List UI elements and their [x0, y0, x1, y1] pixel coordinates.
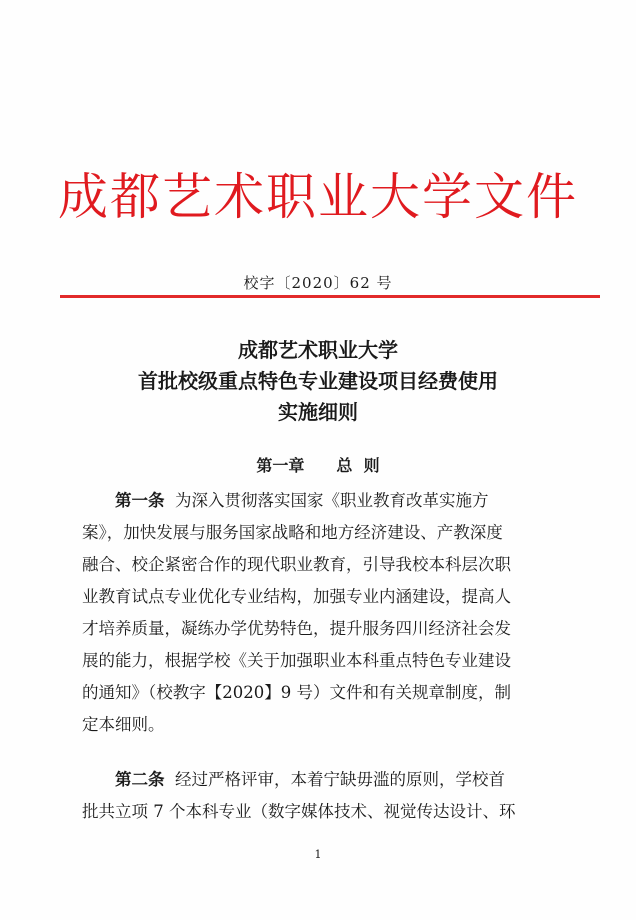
article-1-first-line — [82, 485, 560, 517]
article-2-first-text: 经过严格评审，本着宁缺毋滥的原则，学校首 — [164, 770, 505, 789]
chapter-heading — [0, 453, 636, 476]
title-line-1: 成都艺术职业大学 — [238, 338, 398, 362]
article-1-line: 业教育试点专业优化专业结构，加强专业内涵建设，提高人 — [82, 587, 511, 606]
document-title — [0, 335, 636, 428]
title-line-2: 首批校级重点特色专业建设项目经费使用 — [138, 369, 498, 393]
article-2-first-line — [82, 764, 560, 796]
article-1-line: 融合、校企紧密合作的现代职业教育，引导我校本科层次职 — [82, 555, 511, 574]
title-line-3: 实施细则 — [278, 400, 358, 424]
article-1-line: 才培养质量，凝练办学优势特色，提升服务四川经济社会发 — [82, 619, 511, 638]
article-1-line: 定本细则。 — [82, 715, 165, 734]
article-1 — [82, 485, 560, 741]
chapter-name: 总 则 — [336, 456, 380, 475]
article-2-line: 批共立项 7 个本科专业（数字媒体技术、视觉传达设计、环 — [82, 802, 516, 821]
article-1-line: 的通知》（校教字【2020】9 号）文件和有关规章制度，制 — [82, 683, 511, 702]
article-1-line: 展的能力，根据学校《关于加强职业本科重点特色专业建设 — [82, 651, 511, 670]
article-2-label: 第二条 — [115, 770, 165, 789]
document-number: 校字〔2020〕62 号 — [243, 274, 393, 292]
chapter-number: 第一章 — [256, 456, 305, 475]
article-2 — [82, 764, 560, 828]
article-1-line: 案》，加快发展与服务国家战略和地方经济建设、产教深度 — [82, 523, 503, 542]
red-divider-rule — [60, 295, 600, 298]
article-1-label: 第一条 — [115, 491, 165, 510]
page-number: 1 — [314, 848, 322, 861]
institution-header-title: 成都艺术职业大学文件 — [58, 168, 578, 226]
article-1-first-text: 为深入贯彻落实国家《职业教育改革实施方 — [164, 491, 489, 510]
